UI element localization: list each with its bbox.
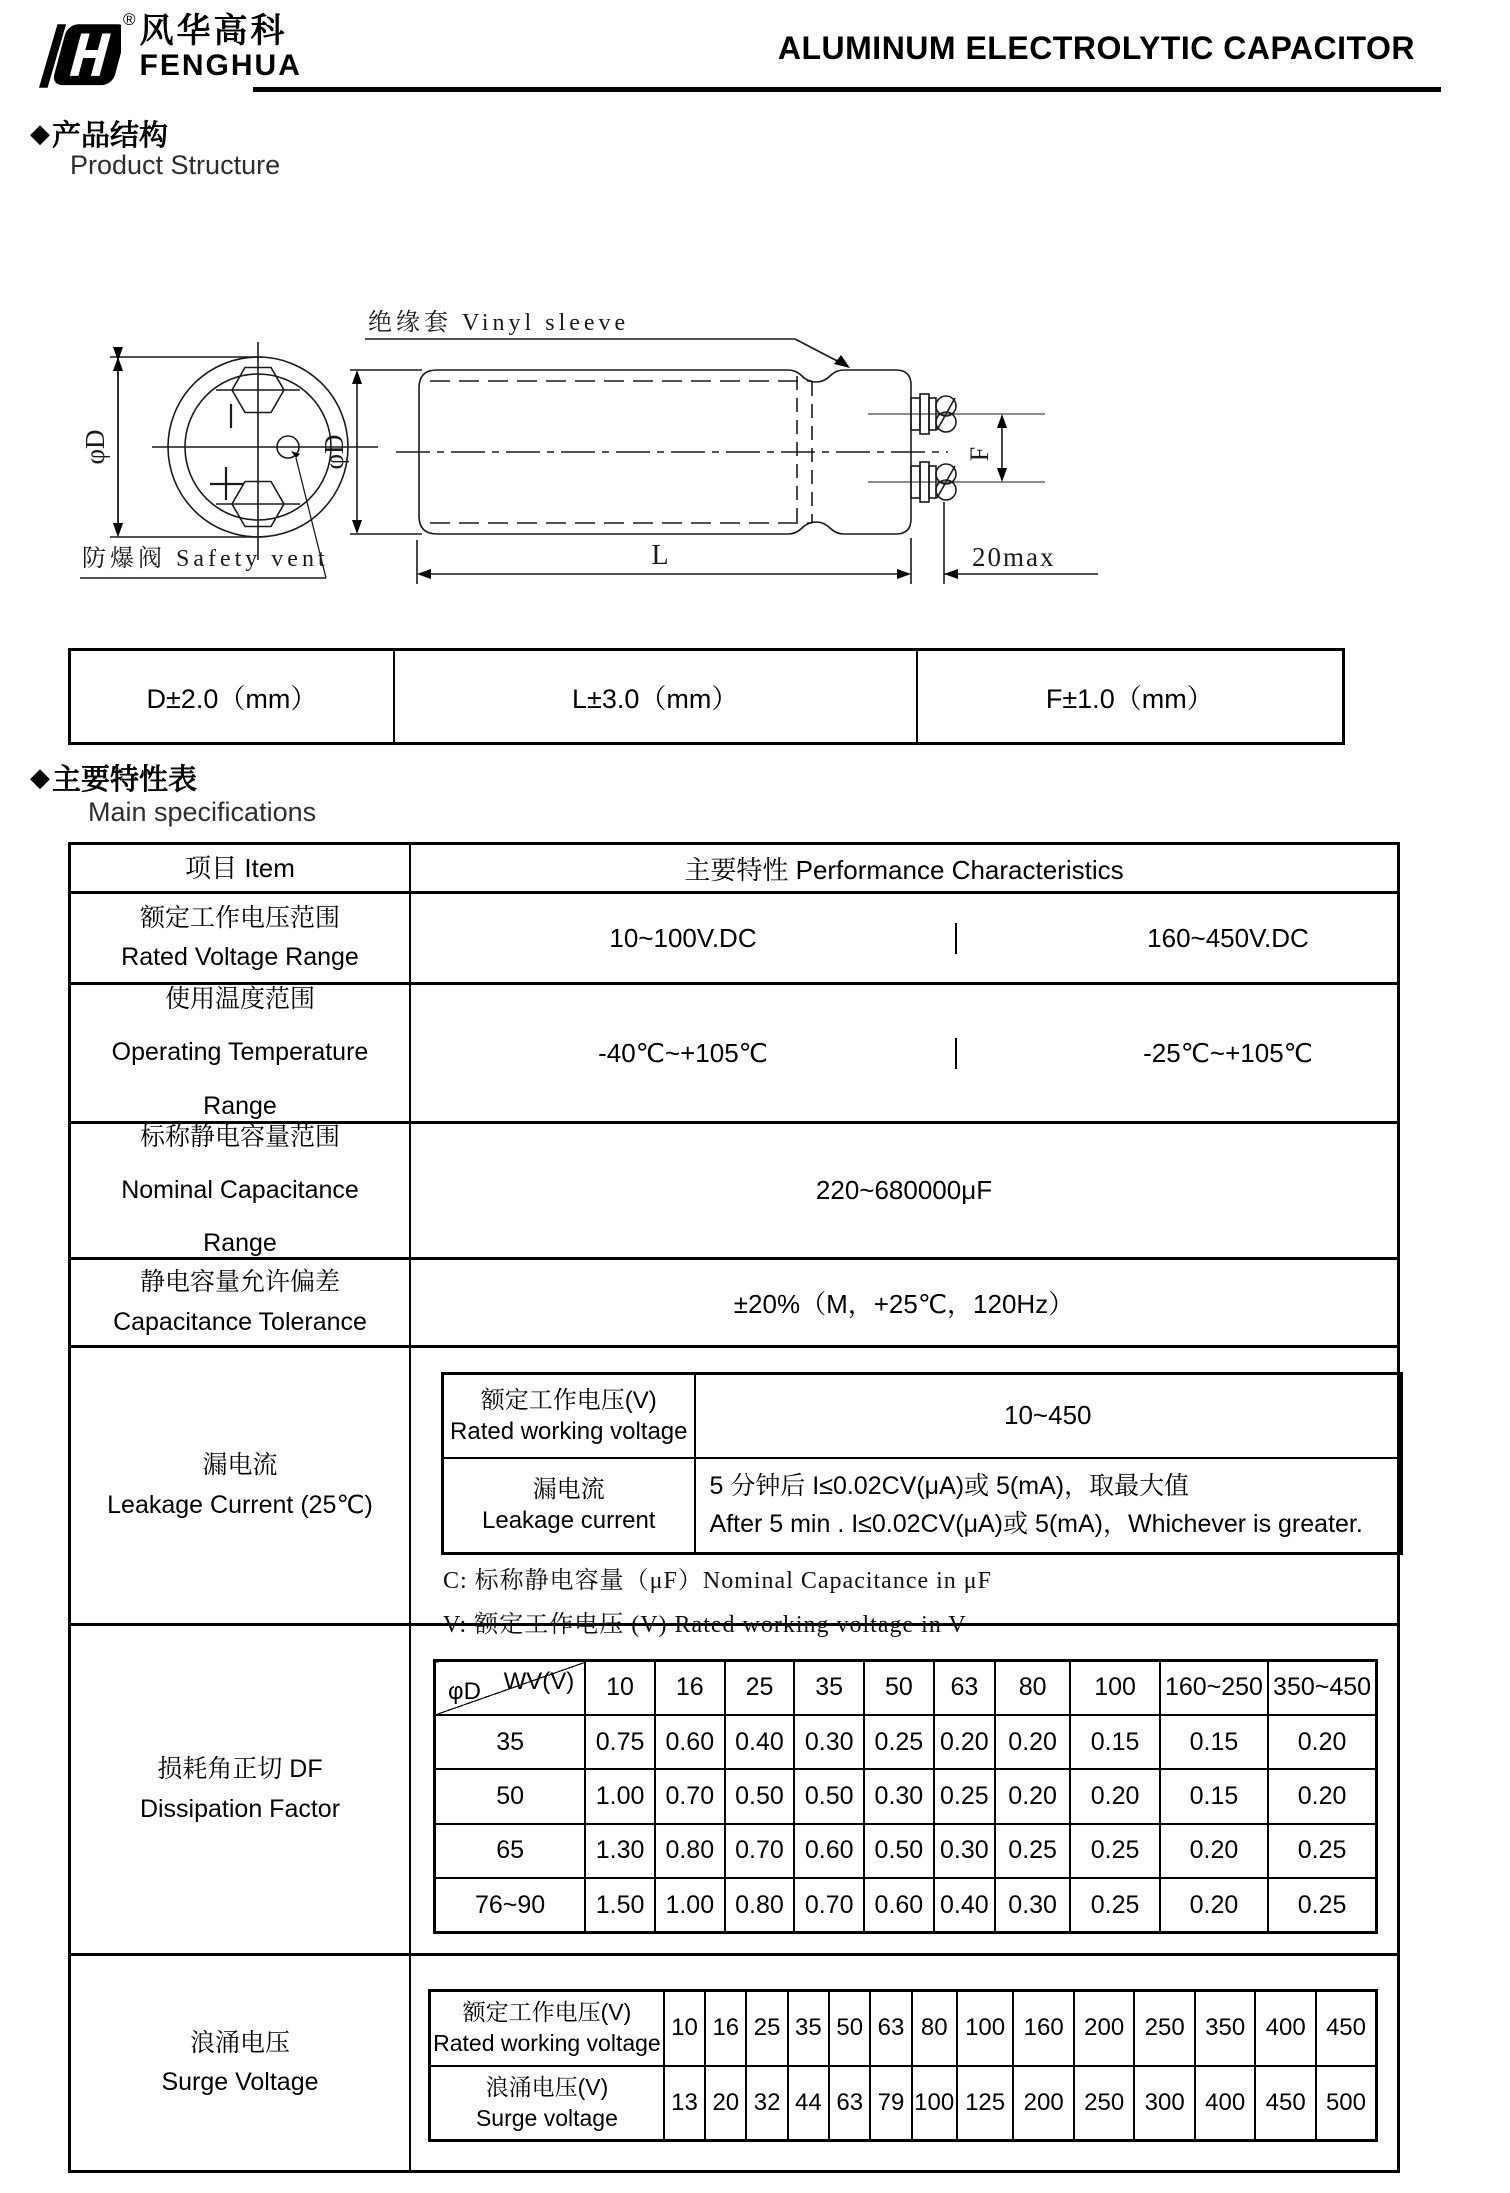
row-label-en: Surge Voltage <box>161 2068 319 2096</box>
row-label <box>71 1956 411 2170</box>
surge-cell: 63 <box>870 1991 911 2066</box>
surge-cell: 350 <box>1195 1991 1256 2066</box>
surge-voltage-label <box>430 2066 664 2141</box>
row-label-cn: 损耗角正切 DF <box>157 1755 323 1784</box>
df-cell: 1.00 <box>655 1878 725 1932</box>
leakage-voltage-label <box>443 1374 695 1458</box>
df-col: 25 <box>725 1661 795 1715</box>
df-cell: 0.25 <box>934 1769 995 1823</box>
df-col: 63 <box>934 1661 995 1715</box>
surge-cell: 32 <box>746 2066 787 2141</box>
dissipation-factor-content <box>411 1626 1397 1953</box>
surge-cell: 25 <box>746 1991 787 2066</box>
row-label-en: Rated Voltage Range <box>121 943 359 971</box>
product-structure-heading-en: Product Structure <box>70 150 281 180</box>
row-label-cn: 浪涌电压 <box>189 2028 290 2057</box>
main-specifications-table <box>68 842 1400 2173</box>
surge-cell: 250 <box>1134 1991 1195 2066</box>
row-label-en: Leakage Current (25℃) <box>107 1490 373 1519</box>
df-col: 160~250 <box>1160 1661 1268 1715</box>
lead-space-dim-label: F <box>965 446 994 462</box>
df-cell: 0.25 <box>1268 1878 1376 1932</box>
table-row <box>435 1878 1377 1932</box>
row-label-en: Dissipation Factor <box>139 1794 341 1823</box>
df-cell: 0.20 <box>995 1769 1070 1823</box>
table-row <box>443 1374 1402 1458</box>
df-cell: 0.25 <box>1070 1824 1159 1878</box>
logo-text <box>140 14 302 81</box>
dimension-tolerance-table <box>68 648 1345 745</box>
surge-cell: 125 <box>957 2066 1014 2141</box>
surge-voltage-table <box>428 1989 1378 2142</box>
df-cell: 0.25 <box>864 1715 934 1769</box>
table-row-header <box>71 845 1397 891</box>
table-row-nominal-capacitance <box>71 1121 1397 1257</box>
df-cell: 0.60 <box>655 1715 725 1769</box>
table-row-operating-temp <box>71 982 1397 1121</box>
df-cell: 0.30 <box>794 1715 864 1769</box>
df-cell: 0.60 <box>864 1878 934 1932</box>
df-col: 10 <box>585 1661 655 1715</box>
col-header-item: 项目 Item <box>71 845 411 891</box>
df-cell: 0.15 <box>1160 1715 1268 1769</box>
table-row <box>430 2066 1377 2141</box>
leakage-condition-cn: 5 分钟后 I≤0.02CV(μA)或 5(mA)，取最大值 <box>709 1471 1190 1500</box>
row-label <box>71 1626 411 1953</box>
label-en: Rated working voltage <box>450 1417 688 1445</box>
df-cell: 0.40 <box>934 1878 995 1932</box>
row-label <box>71 985 411 1121</box>
vinyl-sleeve-label: 绝缘套 Vinyl sleeve <box>368 310 630 336</box>
diamond-bullet: ◆ <box>30 762 50 792</box>
row-label-en2: Range <box>203 1229 277 1258</box>
surge-cell: 16 <box>705 1991 746 2066</box>
surge-cell: 400 <box>1255 1991 1316 2066</box>
logo-text-en: FENGHUA <box>139 49 302 82</box>
operating-temp-values <box>411 985 1499 1121</box>
surge-cell: 160 <box>1013 1991 1074 2066</box>
df-cell: 0.25 <box>1070 1878 1159 1932</box>
df-cell: 0.80 <box>655 1824 725 1878</box>
product-structure-heading <box>30 113 168 154</box>
df-row-label: 65 <box>435 1824 586 1878</box>
row-label-cn: 漏电流 <box>202 1451 278 1480</box>
df-cell: 0.70 <box>655 1769 725 1823</box>
table-row-rated-voltage <box>71 891 1397 982</box>
operating-temp-low: -40℃~+105℃ <box>598 1037 768 1068</box>
surge-cell: 79 <box>870 2066 911 2141</box>
surge-cell: 20 <box>705 2066 746 2141</box>
df-cell: 0.20 <box>1160 1878 1268 1932</box>
row-label <box>71 1260 411 1345</box>
safety-vent-label: 防爆阀 Safety vent <box>82 546 329 572</box>
df-cell: 1.50 <box>585 1878 655 1932</box>
surge-cell: 13 <box>664 2066 705 2141</box>
capacitance-tolerance-value: ±20%（M，+25℃，120Hz） <box>733 1289 1075 1319</box>
label-cn: 浪涌电压(V) <box>485 2073 609 2100</box>
table-row <box>435 1769 1377 1823</box>
row-label <box>71 1124 411 1257</box>
df-diagonal-header <box>435 1661 586 1715</box>
table-row-leakage-current <box>71 1345 1397 1638</box>
df-col: 100 <box>1070 1661 1159 1715</box>
surge-cell: 80 <box>912 1991 957 2066</box>
df-header-wv: WV(V) <box>503 1668 575 1695</box>
surge-cell: 100 <box>957 1991 1014 2066</box>
surge-cell: 200 <box>1013 2066 1074 2141</box>
leakage-label <box>443 1458 695 1554</box>
df-row-label: 35 <box>435 1715 586 1769</box>
leakage-note-v: V: 额定工作电压 (V) Rated working voltage in V <box>443 1612 967 1638</box>
dissipation-factor-table <box>433 1659 1378 1934</box>
df-cell: 0.20 <box>1268 1769 1376 1823</box>
df-cell: 1.00 <box>585 1769 655 1823</box>
logo-text-cn: 风华高科 <box>139 12 288 50</box>
table-row-surge-voltage <box>71 1953 1397 2170</box>
df-cell: 0.25 <box>995 1824 1070 1878</box>
table-row <box>443 1458 1402 1554</box>
surge-cell: 450 <box>1316 1991 1377 2066</box>
df-cell: 0.30 <box>995 1878 1070 1932</box>
operating-temp-high: -25℃~+105℃ <box>955 1038 1499 1069</box>
df-cell: 0.15 <box>1070 1715 1159 1769</box>
df-cell: 0.20 <box>1070 1769 1159 1823</box>
surge-cell: 100 <box>912 2066 957 2141</box>
df-row-label: 76~90 <box>435 1878 586 1932</box>
df-cell: 0.15 <box>1160 1769 1268 1823</box>
df-cell: 0.70 <box>794 1878 864 1932</box>
label-en: Rated working voltage <box>433 2030 661 2057</box>
rated-voltage-values <box>411 894 1499 982</box>
label-en: Surge voltage <box>475 2104 618 2131</box>
label-cn: 漏电流 <box>532 1476 605 1504</box>
df-row-label: 50 <box>435 1769 586 1823</box>
leakage-condition <box>695 1458 1402 1554</box>
row-label <box>71 894 411 982</box>
table-row-dissipation-factor <box>71 1623 1397 1953</box>
surge-cell: 450 <box>1255 2066 1316 2141</box>
tolerance-d: D±2.0（mm） <box>146 684 318 714</box>
table-row-capacitance-tolerance <box>71 1257 1397 1345</box>
df-cell: 0.30 <box>864 1769 934 1823</box>
df-cell: 0.50 <box>794 1769 864 1823</box>
row-label-cn: 静电容量允许偏差 <box>139 1268 340 1297</box>
registered-trademark-icon: ® <box>123 10 136 29</box>
surge-cell: 63 <box>829 2066 870 2141</box>
df-cell: 0.20 <box>1160 1824 1268 1878</box>
df-cell: 0.40 <box>725 1715 795 1769</box>
header-rule <box>253 87 1441 92</box>
df-col: 80 <box>995 1661 1070 1715</box>
df-cell: 0.75 <box>585 1715 655 1769</box>
df-col: 50 <box>864 1661 934 1715</box>
table-row <box>430 1991 1377 2066</box>
df-header-phid: φD <box>448 1677 481 1705</box>
row-label-en: Operating Temperature <box>111 1038 369 1067</box>
surge-cell: 200 <box>1074 1991 1135 2066</box>
diamond-bullet: ◆ <box>30 118 50 148</box>
leakage-current-content <box>411 1348 1397 1638</box>
product-structure-heading-cn: 产品结构 <box>52 120 169 152</box>
main-specs-heading-cn: 主要特性表 <box>52 764 198 796</box>
page-title: ALUMINUM ELECTROLYTIC CAPACITOR <box>777 30 1415 66</box>
row-label-cn: 标称静电容量范围 <box>139 1122 340 1151</box>
product-structure-drawing <box>60 192 1220 622</box>
row-label <box>71 1348 411 1623</box>
row-label-cn: 额定工作电压范围 <box>139 903 340 932</box>
table-row <box>435 1661 1377 1715</box>
df-cell: 0.80 <box>725 1878 795 1932</box>
main-specs-heading <box>30 757 197 798</box>
label-cn: 额定工作电压(V) <box>480 1386 657 1414</box>
phi-d-label-side-view: φD <box>319 434 349 470</box>
leakage-condition-en: After 5 min . I≤0.02CV(μA)或 5(mA)，Whichever is greater. <box>709 1510 1363 1539</box>
tolerance-f: F±1.0（mm） <box>916 651 1342 742</box>
phi-d-label-top-view: φD <box>80 429 110 465</box>
row-label-en: Capacitance Tolerance <box>113 1307 367 1336</box>
length-dim-label: L <box>651 540 669 571</box>
leakage-current-table <box>441 1372 1403 1555</box>
surge-voltage-content <box>411 1956 1397 2170</box>
main-specs-heading-en: Main specifications <box>88 797 317 827</box>
df-cell: 0.50 <box>864 1824 934 1878</box>
fenghua-logo-mark <box>35 8 121 104</box>
df-col: 35 <box>794 1661 864 1715</box>
surge-cell: 500 <box>1316 2066 1377 2141</box>
row-label-en: Nominal Capacitance <box>121 1175 359 1204</box>
df-cell: 0.25 <box>1268 1824 1376 1878</box>
surge-cell: 400 <box>1195 2066 1256 2141</box>
df-cell: 0.20 <box>1268 1715 1376 1769</box>
rated-voltage-low: 10~100V.DC <box>609 922 757 953</box>
rated-voltage-high: 160~450V.DC <box>955 923 1499 954</box>
df-col: 350~450 <box>1268 1661 1376 1715</box>
leakage-inset <box>411 1348 1397 1638</box>
table-row <box>435 1715 1377 1769</box>
leakage-note-c: C: 标称静电容量（μF）Nominal Capacitance in μF <box>443 1568 993 1594</box>
terminal-max-label: 20max <box>972 542 1056 572</box>
surge-cell: 300 <box>1134 2066 1195 2141</box>
surge-cell: 44 <box>788 2066 829 2141</box>
col-header-performance: 主要特性 Performance Characteristics <box>684 854 1124 885</box>
surge-cell: 250 <box>1074 2066 1135 2141</box>
surge-cell: 10 <box>664 1991 705 2066</box>
df-col: 16 <box>655 1661 725 1715</box>
nominal-capacitance-value: 220~680000μF <box>815 1175 993 1205</box>
label-en: Leakage current <box>482 1507 656 1535</box>
surge-rated-label <box>430 1991 664 2066</box>
surge-cell: 50 <box>829 1991 870 2066</box>
row-label-en2: Range <box>203 1091 277 1120</box>
tolerance-l: L±3.0（mm） <box>393 651 916 742</box>
df-cell: 0.30 <box>934 1824 995 1878</box>
row-label-cn: 使用温度范围 <box>164 985 315 1014</box>
label-cn: 额定工作电压(V) <box>462 1999 632 2026</box>
df-cell: 0.60 <box>794 1824 864 1878</box>
df-cell: 0.50 <box>725 1769 795 1823</box>
df-cell: 0.20 <box>934 1715 995 1769</box>
df-cell: 1.30 <box>585 1824 655 1878</box>
df-cell: 0.20 <box>995 1715 1070 1769</box>
leakage-voltage-value: 10~450 <box>695 1374 1402 1458</box>
surge-cell: 35 <box>788 1991 829 2066</box>
table-row <box>435 1824 1377 1878</box>
df-cell: 0.70 <box>725 1824 795 1878</box>
